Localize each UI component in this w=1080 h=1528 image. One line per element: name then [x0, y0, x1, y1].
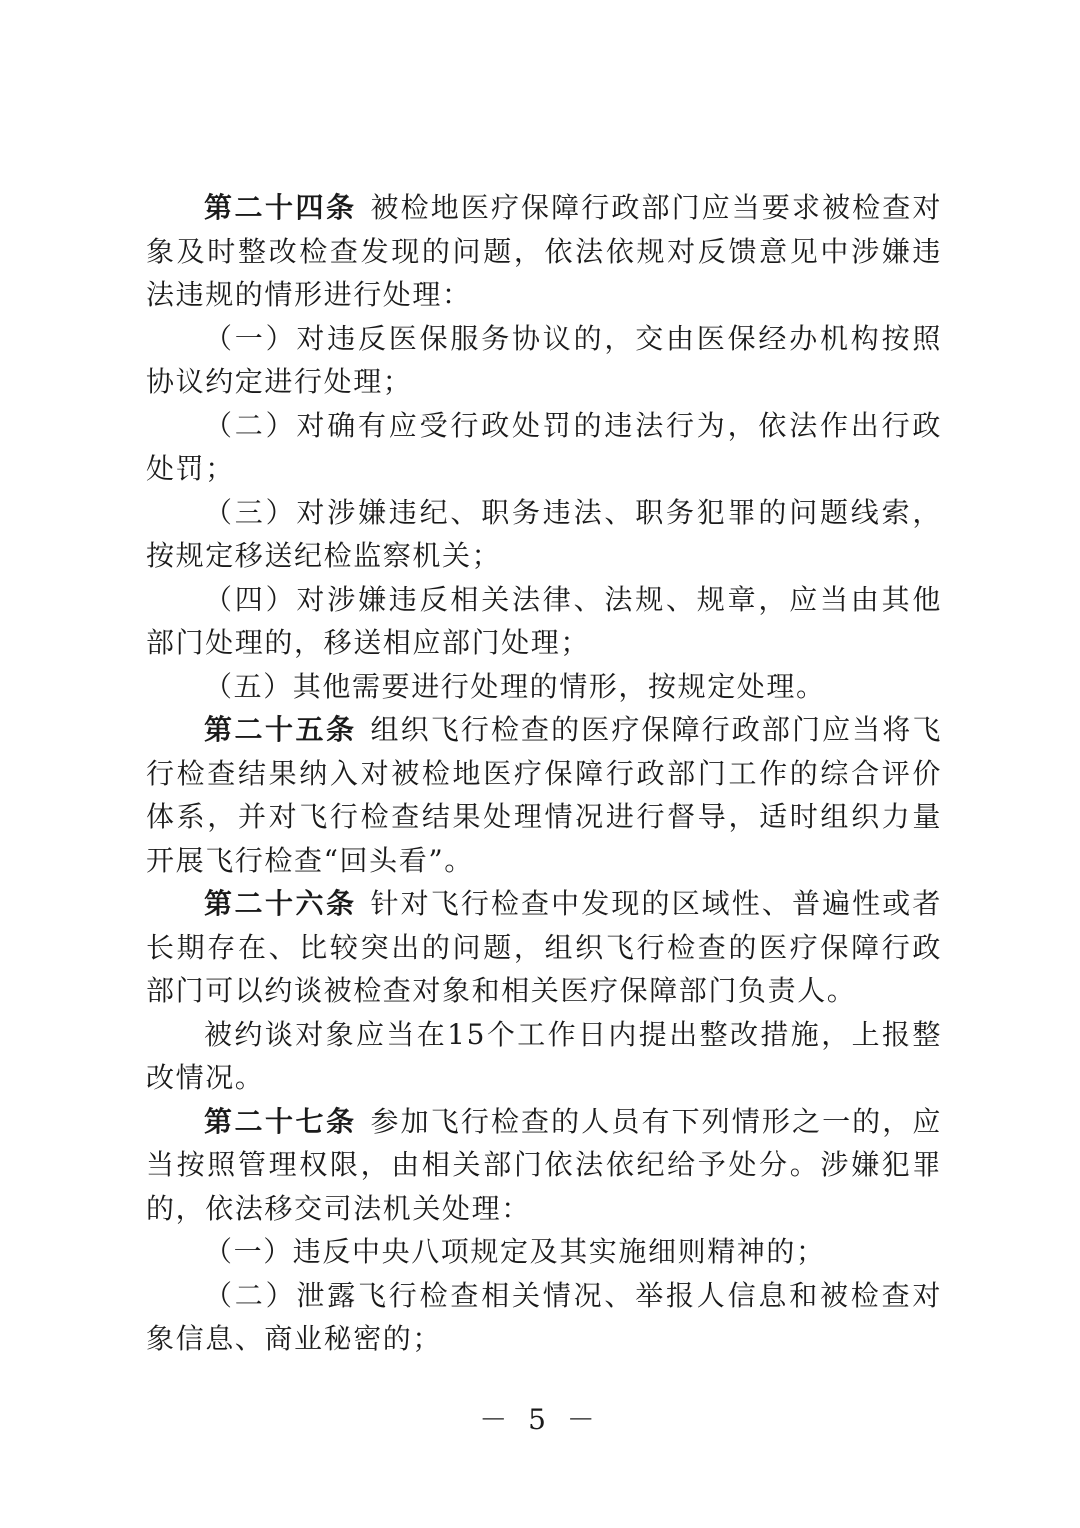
paragraph-text: 参加飞行检查的人员有下列情形之一的，应当按照管理权限，由相关部门依法依纪给予处分。涉嫌犯罪的，依法移交司法机关处理： [146, 1104, 942, 1225]
paragraph-text: （二）泄露飞行检查相关情况、举报人信息和被检查对象信息、商业秘密的； [146, 1278, 942, 1355]
paragraph-item-3 [146, 491, 942, 578]
article-number: 第二十六条 [204, 887, 357, 920]
paragraph-item-2 [146, 1274, 942, 1361]
paragraph-text: （四）对涉嫌违反相关法律、法规、规章，应当由其他部门处理的，移送相应部门处理； [146, 582, 942, 659]
paragraph-text: （二）对确有应受行政处罚的违法行为，依法作出行政处罚； [146, 408, 942, 485]
paragraph-text: （一）违反中央八项规定及其实施细则精神的； [204, 1235, 826, 1268]
paragraph-article-26 [146, 882, 942, 1013]
paragraph-article-27 [146, 1100, 942, 1231]
document-body [146, 186, 942, 1361]
paragraph-text: 被检地医疗保障行政部门应当要求被检查对象及时整改检查发现的问题，依法依规对反馈意见中涉嫌违法违规的情形进行处理： [146, 191, 942, 311]
paragraph-article-25 [146, 708, 942, 882]
paragraph-article-24 [146, 186, 942, 317]
article-number: 第二十七条 [204, 1104, 357, 1138]
article-number: 第二十五条 [204, 713, 357, 746]
paragraph-text: （一）对违反医保服务协议的，交由医保经办机构按照协议约定进行处理； [146, 321, 942, 398]
paragraph-text: （三）对涉嫌违纪、职务违法、职务犯罪的问题线索，按规定移送纪检监察机关； [146, 495, 942, 572]
paragraph-text: 被约谈对象应当在15个工作日内提出整改措施，上报整改情况。 [146, 1017, 942, 1094]
article-number: 第二十四条 [204, 191, 357, 224]
paragraph-article-26-cont [146, 1013, 942, 1100]
paragraph-item-4 [146, 578, 942, 665]
paragraph-item-1 [146, 1230, 942, 1274]
page-number: － 5 － [479, 1403, 601, 1436]
paragraph-text: 针对飞行检查中发现的区域性、普遍性或者长期存在、比较突出的问题，组织飞行检查的医疗保障行政部门可以约谈被检查对象和相关医疗保障部门负责人。 [146, 887, 942, 1007]
paragraph-item-2 [146, 404, 942, 491]
paragraph-item-5 [146, 665, 942, 709]
paragraph-item-1 [146, 317, 942, 404]
paragraph-text: 组织飞行检查的医疗保障行政部门应当将飞行检查结果纳入对被检地医疗保障行政部门工作的综合评价体系，并对飞行检查结果处理情况进行督导，适时组织力量开展飞行检查“回头看”。 [146, 713, 942, 877]
paragraph-text: （五）其他需要进行处理的情形，按规定处理。 [204, 669, 826, 703]
